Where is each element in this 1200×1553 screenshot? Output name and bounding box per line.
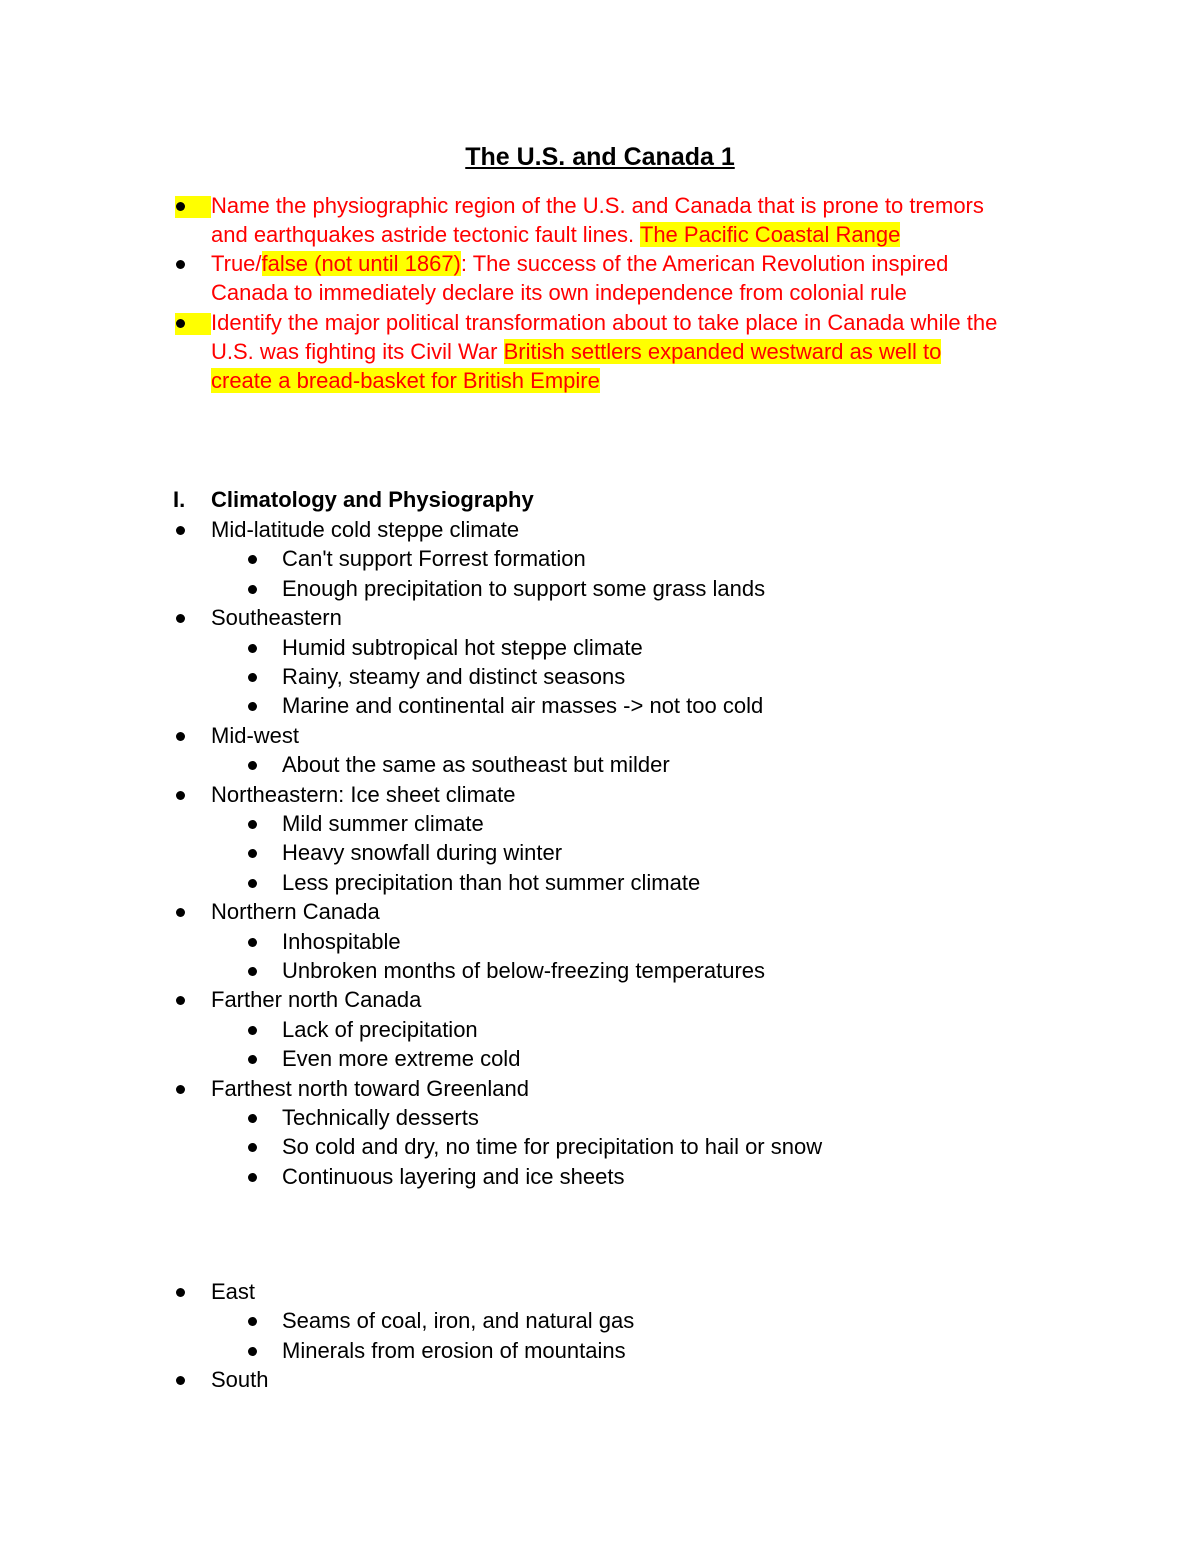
bullet-icon bbox=[248, 1317, 257, 1326]
bullet-icon bbox=[248, 644, 257, 653]
question-3-line-3 bbox=[211, 366, 600, 396]
sub-list-item: Less precipitation than hot summer climate bbox=[282, 869, 701, 895]
question-1-text: and earthquakes astride tectonic fault lines. bbox=[211, 222, 640, 247]
question-2-text: : The success of the American Revolution inspired bbox=[460, 251, 949, 276]
bullet-icon bbox=[176, 908, 185, 917]
section-numeral: I. bbox=[173, 487, 186, 512]
sub-list-item: Unbroken months of below-freezing temperatures bbox=[282, 958, 766, 983]
bullet-icon bbox=[248, 1026, 257, 1035]
question-2-line-1 bbox=[211, 249, 948, 279]
list-item: Mid-west bbox=[211, 722, 300, 748]
sub-list-item: Heavy snowfall during winter bbox=[282, 840, 563, 866]
bullet-icon bbox=[248, 1143, 257, 1152]
sub-list-item: Seams of coal, iron, and natural gas bbox=[282, 1308, 635, 1334]
question-3-answer-cont: create a bread-basket for British Empire bbox=[211, 368, 600, 393]
list-item: Northern Canada bbox=[211, 899, 380, 925]
sub-list-item: Lack of precipitation bbox=[282, 1016, 478, 1042]
list-item: South bbox=[211, 1367, 269, 1393]
list-item: East bbox=[211, 1279, 256, 1304]
list-item: Farther north Canada bbox=[211, 987, 422, 1013]
list-item: Farthest north toward Greenland bbox=[211, 1075, 529, 1101]
bullet-icon bbox=[248, 849, 257, 858]
bullet-icon bbox=[248, 879, 257, 888]
question-3-line-1: Identify the major political transformation about to take place in Canada while the bbox=[211, 310, 998, 335]
bullet-icon bbox=[248, 1114, 257, 1123]
sub-list-item: Can't support Forrest formation bbox=[282, 546, 586, 572]
bullet-icon bbox=[176, 614, 185, 623]
question-2-answer: false (not until 1867) bbox=[261, 251, 461, 276]
sub-list-item: Marine and continental air masses -> not too cold bbox=[282, 693, 764, 719]
bullet-icon bbox=[248, 761, 257, 770]
question-1-line-1: Name the physiographic region of the U.S. and Canada that is prone to tremors bbox=[211, 193, 984, 218]
question-3-text: U.S. was fighting its Civil War bbox=[211, 339, 504, 364]
sub-list-item: Mild summer climate bbox=[282, 811, 484, 836]
page-title: The U.S. and Canada 1 bbox=[465, 143, 735, 171]
bullet-icon bbox=[176, 1085, 185, 1094]
list-item: Southeastern bbox=[211, 605, 342, 631]
bullet-icon bbox=[176, 1376, 185, 1385]
bullet-icon bbox=[176, 732, 185, 741]
bullet-icon bbox=[248, 702, 257, 711]
sub-list-item: Technically desserts bbox=[282, 1105, 479, 1130]
section-heading: Climatology and Physiography bbox=[211, 487, 534, 512]
sub-list-item: Even more extreme cold bbox=[282, 1046, 521, 1072]
bullet-icon bbox=[176, 202, 185, 211]
question-3-answer: British settlers expanded westward as well to bbox=[503, 339, 942, 364]
bullet-icon bbox=[248, 967, 257, 976]
sub-list-item: Inhospitable bbox=[282, 928, 401, 954]
list-item: Northeastern: Ice sheet climate bbox=[211, 781, 516, 807]
bullet-icon bbox=[248, 585, 257, 594]
sub-list-item: Continuous layering and ice sheets bbox=[282, 1163, 625, 1189]
bullet-icon bbox=[176, 996, 185, 1005]
sub-list-item: About the same as southeast but milder bbox=[282, 752, 670, 778]
bullet-icon bbox=[176, 791, 185, 800]
bullet-icon bbox=[248, 673, 257, 682]
sub-list-item: Minerals from erosion of mountains bbox=[282, 1337, 626, 1363]
list-item: Mid-latitude cold steppe climate bbox=[211, 517, 520, 542]
bullet-icon bbox=[248, 938, 257, 947]
bullet-icon bbox=[176, 526, 185, 535]
bullet-icon bbox=[248, 820, 257, 829]
bullet-icon bbox=[248, 555, 257, 564]
sub-list-item: Rainy, steamy and distinct seasons bbox=[282, 664, 626, 689]
bullet-icon bbox=[248, 1347, 257, 1356]
question-3-line-2 bbox=[211, 337, 941, 367]
bullet-icon bbox=[248, 1055, 257, 1064]
sub-list-item: So cold and dry, no time for precipitation to hail or snow bbox=[282, 1134, 823, 1160]
bullet-icon bbox=[176, 260, 185, 269]
sub-list-item: Enough precipitation to support some grass lands bbox=[282, 575, 766, 601]
question-2-line-2: Canada to immediately declare its own independence from colonial rule bbox=[211, 280, 907, 305]
bullet-icon bbox=[176, 1288, 185, 1297]
bullet-icon bbox=[176, 319, 185, 328]
question-1-line-2 bbox=[211, 220, 900, 250]
question-1-answer: The Pacific Coastal Range bbox=[639, 222, 901, 247]
sub-list-item: Humid subtropical hot steppe climate bbox=[282, 634, 643, 660]
question-2-true: True/ bbox=[211, 251, 262, 276]
bullet-icon bbox=[248, 1173, 257, 1182]
